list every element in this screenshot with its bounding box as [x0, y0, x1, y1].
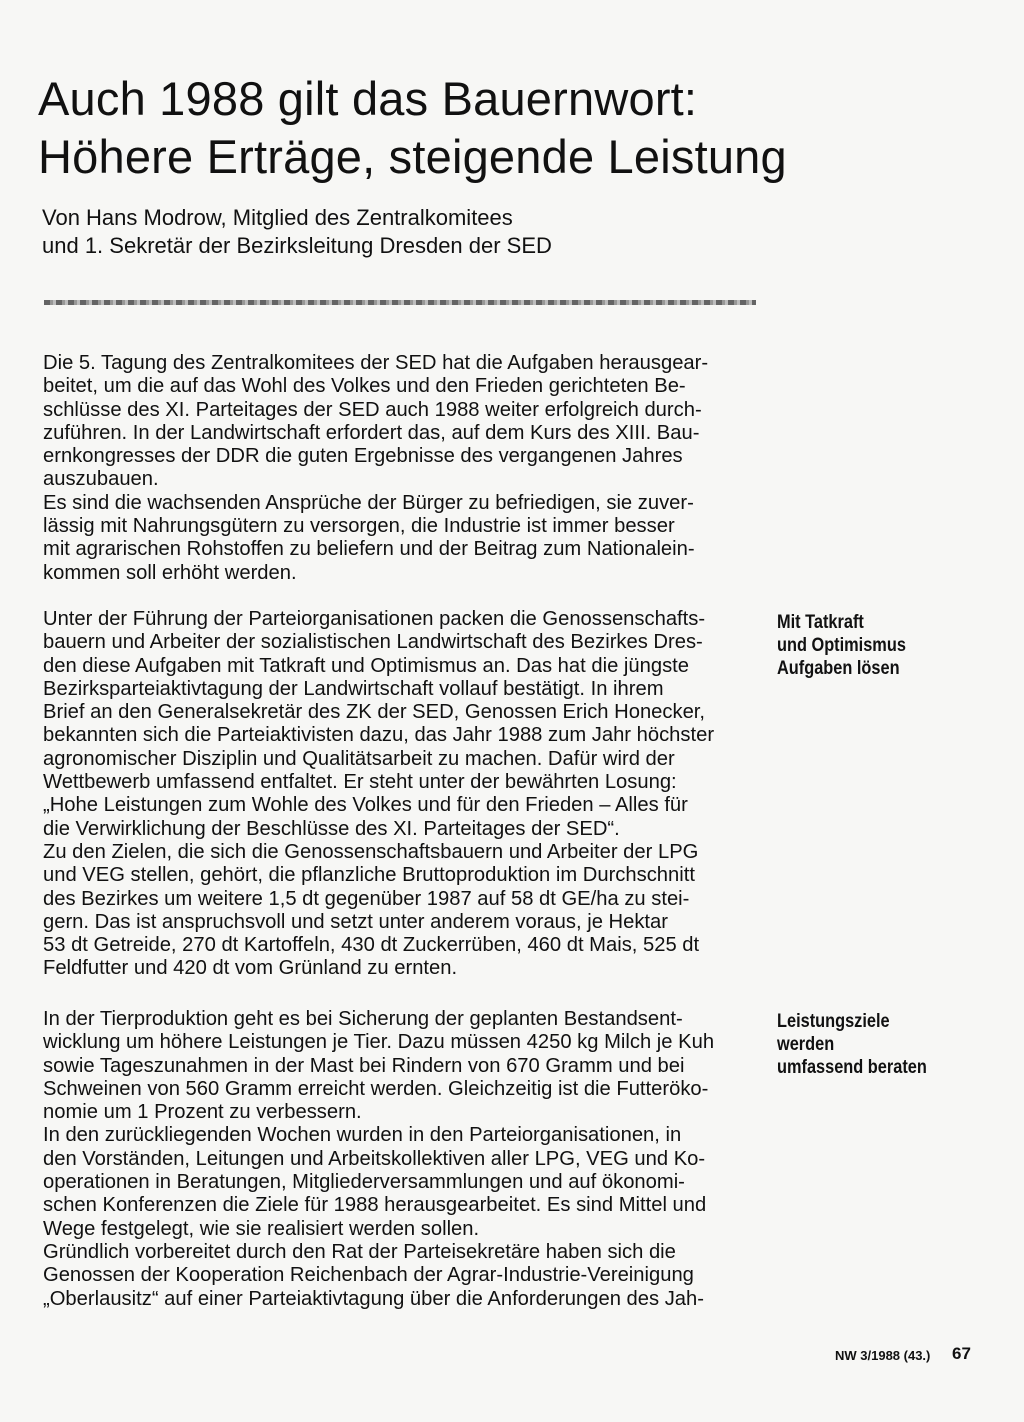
text-line: Schweinen von 560 Gramm erreicht werden. Gleichzeitig ist die Futteröko-	[43, 1077, 709, 1100]
text-line: mit agrarischen Rohstoffen zu beliefern und der Beitrag zum Nationalein-	[43, 538, 695, 561]
text-line: die Verwirklichung der Beschlüsse des XI. Parteitages der SED“.	[43, 817, 620, 840]
margin-heading-line: umfassend beraten	[777, 1057, 927, 1078]
text-line: Wettbewerb umfassend entfaltet. Er steht unter der bewährten Losung:	[43, 771, 677, 794]
text-line: „Hohe Leistungen zum Wohle des Volkes und für den Frieden – Alles für	[43, 794, 688, 817]
text-line: beitet, um die auf das Wohl des Volkes und den Frieden gerichteten Be-	[43, 375, 686, 398]
margin-heading-line: Leistungsziele	[777, 1011, 890, 1032]
issue-reference: NW 3/1988 (43.)	[835, 1348, 931, 1363]
text-line: Bezirksparteiaktivtagung der Landwirtschaft vollauf bestätigt. In ihrem	[43, 677, 664, 700]
text-line: lässig mit Nahrungsgütern zu versorgen, die Industrie ist immer besser	[43, 515, 675, 538]
paragraph-intro	[43, 352, 751, 585]
text-line: Die 5. Tagung des Zentralkomitees der SED hat die Aufgaben herausgear-	[43, 352, 709, 374]
text-line: Unter der Führung der Parteiorganisationen packen die Genossenschafts-	[43, 608, 706, 630]
text-line: auszubauen.	[43, 468, 159, 491]
text-line: ernkongresses der DDR die guten Ergebnisse des vergangenen Jahres	[43, 445, 683, 468]
text-line: Gründlich vorbereitet durch den Rat der Parteisekretäre haben sich die	[43, 1240, 676, 1263]
text-line: des Bezirkes um weitere 1,5 dt gegenüber 1987 auf 58 dt GE/ha zu stei-	[43, 887, 690, 910]
margin-heading-line: Mit Tatkraft	[777, 612, 864, 633]
section-divider	[44, 300, 756, 305]
text-line: operationen in Beratungen, Mitgliederversammlungen und auf ökonomi-	[43, 1171, 685, 1194]
byline	[42, 204, 842, 260]
text-line: schlüsse des XI. Parteitages der SED auch 1988 weiter erfolgreich durch-	[43, 398, 702, 421]
text-line: Es sind die wachsenden Ansprüche der Bürger zu befriedigen, sie zuver-	[43, 491, 694, 514]
text-line: schen Konferenzen die Ziele für 1988 herausgearbeitet. Es sind Mittel und	[43, 1194, 707, 1217]
text-line: Wege festgelegt, wie sie realisiert werden sollen.	[43, 1217, 480, 1240]
text-line: agronomischer Disziplin und Qualitätsarbeit zu machen. Dafür wird der	[43, 747, 675, 770]
text-line: bekannten sich die Parteiaktivisten dazu, das Jahr 1988 zum Jahr höchster	[43, 724, 715, 747]
margin-heading-line: werden	[777, 1034, 835, 1055]
text-line: zuführen. In der Landwirtschaft erfordert das, auf dem Kurs des XIII. Bau-	[43, 421, 700, 444]
byline-line-2: und 1. Sekretär der Bezirksleitung Dresden der SED	[42, 233, 552, 258]
text-line: und VEG stellen, gehört, die pflanzliche Bruttoproduktion im Durchschnitt	[43, 864, 695, 887]
margin-heading-tatkraft	[777, 611, 949, 680]
text-line: Feldfutter und 420 dt vom Grünland zu ernten.	[43, 957, 458, 980]
headline-line-2: Höhere Erträge, steigende Leistung	[38, 130, 787, 183]
text-line: Genossen der Kooperation Reichenbach der Agrar-Industrie-Vereinigung	[43, 1264, 694, 1287]
text-line: Zu den Zielen, die sich die Genossenschaftsbauern und Arbeiter der LPG	[43, 840, 699, 863]
page-number: 67	[952, 1344, 971, 1363]
byline-line-1: Von Hans Modrow, Mitglied des Zentralkomitees	[42, 205, 513, 230]
margin-heading-line: Aufgaben lösen	[777, 658, 900, 679]
text-line: „Oberlausitz“ auf einer Parteiaktivtagung über die Anforderungen des Jah-	[43, 1287, 704, 1310]
paragraph-tatkraft	[43, 608, 751, 981]
text-line: In den zurückliegenden Wochen wurden in den Parteiorganisationen, in	[43, 1124, 682, 1147]
text-line: nomie um 1 Prozent zu verbessern.	[43, 1101, 362, 1124]
margin-heading-leistungsziele	[777, 1010, 949, 1079]
text-line: sowie Tageszunahmen in der Mast bei Rindern von 670 Gramm und bei	[43, 1054, 685, 1077]
text-line: den Vorständen, Leitungen und Arbeitskollektiven aller LPG, VEG und Ko-	[43, 1147, 706, 1170]
paragraph-tierproduktion	[43, 1008, 751, 1311]
headline-line-1: Auch 1988 gilt das Bauernwort:	[38, 72, 698, 125]
text-line: kommen soll erhöht werden.	[43, 561, 297, 584]
text-line: Brief an den Generalsekretär des ZK der SED, Genossen Erich Honecker,	[43, 701, 706, 724]
margin-heading-line: und Optimismus	[777, 635, 906, 656]
headline	[38, 70, 938, 186]
text-line: wicklung um höhere Leistungen je Tier. Dazu müssen 4250 kg Milch je Kuh	[43, 1031, 715, 1054]
text-line: In der Tierproduktion geht es bei Sicherung der geplanten Bestandsent-	[43, 1008, 683, 1030]
text-line: den diese Aufgaben mit Tatkraft und Optimismus an. Das hat die jüngste	[43, 654, 689, 677]
text-line: 53 dt Getreide, 270 dt Kartoffeln, 430 dt Zuckerrüben, 460 dt Mais, 525 dt	[43, 934, 700, 957]
text-line: bauern und Arbeiter der sozialistischen Landwirtschaft des Bezirkes Dres-	[43, 631, 703, 654]
text-line: gern. Das ist anspruchsvoll und setzt unter anderem voraus, je Hektar	[43, 910, 668, 933]
